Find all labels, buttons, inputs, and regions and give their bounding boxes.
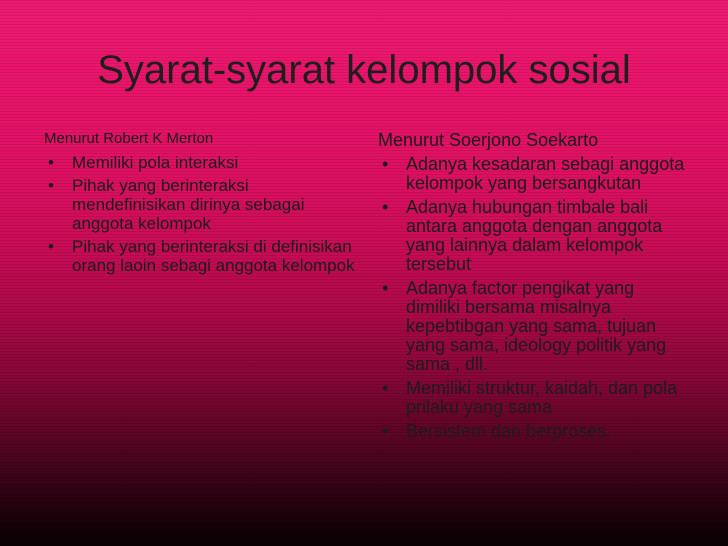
list-item-text: Adanya factor pengikat yang dimiliki bersama misalnya kepebtibgan yang sama, tujuan yang sama, ideology politik yang sama , dll.: [406, 278, 667, 374]
left-column-heading: Menurut Robert K Merton: [44, 130, 214, 147]
list-item-text: Adanya hubungan timbale bali antara anggota dengan anggota yang lainnya dalam kelompok tersebut: [406, 197, 663, 274]
list-item-text: Pihak yang berinteraksi di definisikan orang laoin sebagi anggota kelompok: [72, 237, 355, 275]
right-column: [378, 126, 692, 446]
list-item: [378, 155, 692, 193]
list-item: [378, 379, 692, 417]
list-item-text: Memiliki struktur, kaidah, dan pola prilaku yang sama: [406, 378, 678, 417]
bullet-icon: •: [48, 237, 54, 256]
bullet-icon: •: [382, 197, 389, 217]
bullet-icon: •: [382, 421, 389, 441]
list-item: [378, 198, 692, 274]
list-item: [44, 237, 362, 275]
bullet-icon: •: [382, 278, 389, 298]
bullet-icon: •: [382, 154, 389, 174]
slide-title: Syarat-syarat kelompok sosial: [97, 48, 631, 92]
bullet-icon: •: [48, 176, 54, 195]
list-item: [378, 422, 692, 441]
list-item: [378, 279, 692, 374]
list-item-text: Pihak yang berinteraksi mendefinisikan dirinya sebagai anggota kelompok: [72, 176, 305, 233]
list-item: [44, 176, 362, 233]
list-item-text: Adanya kesadaran sebagi anggota kelompok yang bersangkutan: [406, 154, 685, 193]
list-item-text: Memiliki pola interaksi: [72, 153, 239, 172]
left-bullet-list: [44, 153, 362, 275]
bullet-icon: •: [48, 153, 54, 172]
list-item-text: Bersistem dan berproses.: [406, 421, 612, 441]
right-bullet-list: [378, 155, 692, 441]
left-column: [44, 126, 362, 279]
right-column-heading: Menurut Soerjono Soekarto: [378, 130, 599, 150]
bullet-icon: •: [382, 378, 389, 398]
list-item: [44, 153, 362, 172]
